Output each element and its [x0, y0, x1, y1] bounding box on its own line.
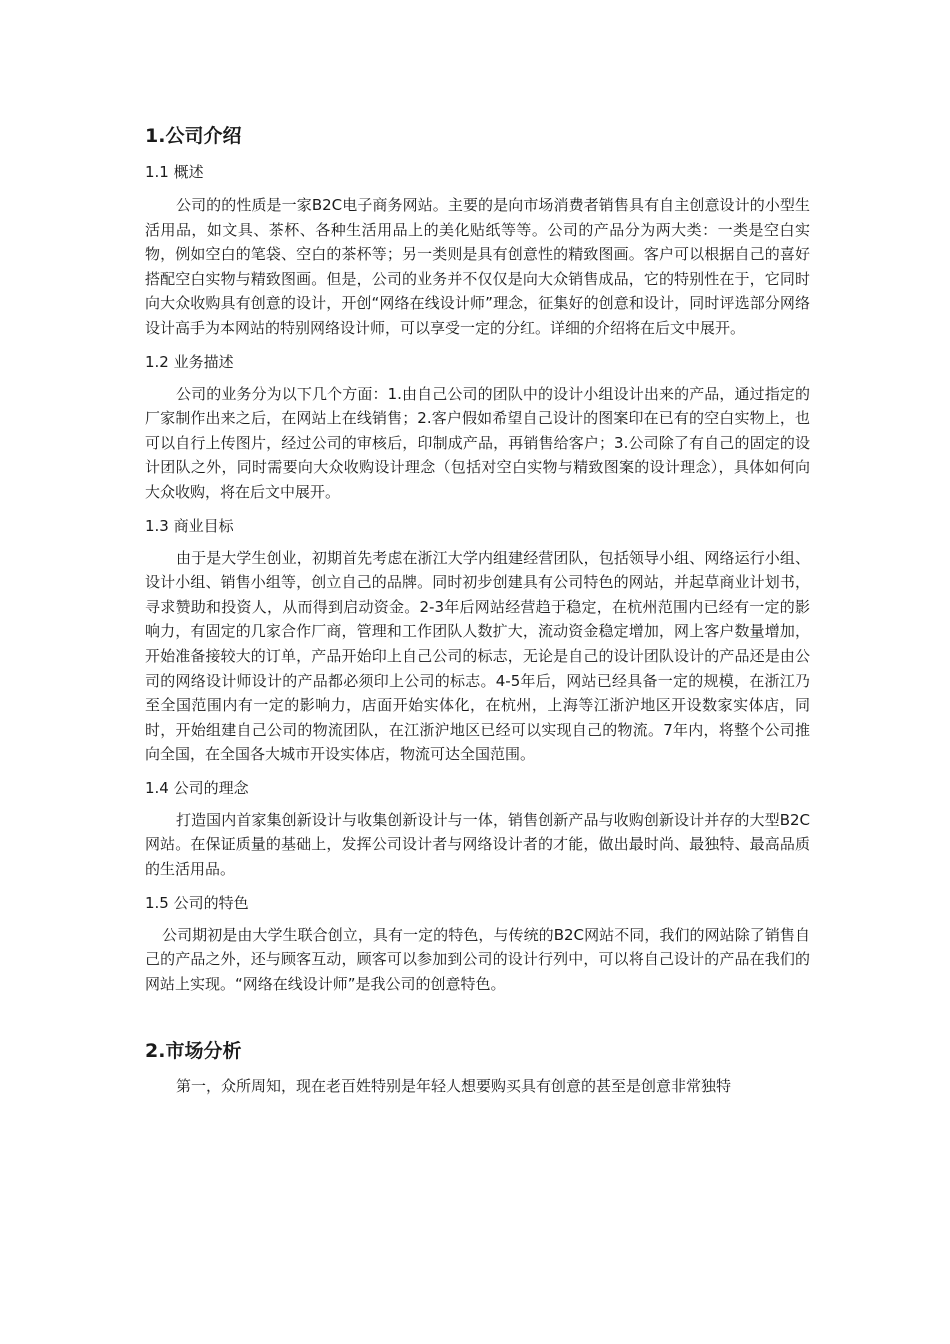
- subsection-heading-company-philosophy: 1.4 公司的理念: [145, 778, 249, 797]
- paragraph-company-philosophy: 打造国内首家集创新设计与收集创新设计与一体，销售创新产品与收购创新设计并存的大型B2C网站。在保证质量的基础上，发挥公司设计者与网络设计者的才能，做出最时尚、最独特、最高品质的生活用品。: [145, 810, 810, 879]
- paragraph-company-features: 公司期初是由大学生联合创立，具有一定的特色，与传统的B2C网站不同，我们的网站除了销售自己的产品之外，还与顾客互动，顾客可以参加到公司的设计行列中，可以将自己设计的产品在我们的网站上实现。“网络在线设计师”是我公司的创意特色。: [145, 925, 810, 993]
- subsection-heading-company-features: 1.5 公司的特色: [145, 893, 249, 912]
- paragraph-overview: 公司的的性质是一家B2C电子商务网站。主要的是向市场消费者销售具有自主创意设计的小型生活用品，如文具、茶杯、各种生活用品上的美化贴纸等等。公司的产品分为两大类：一类是空白实物，例如空白的笔袋、空白的茶杯等；另一类则是具有创意性的精致图画。客户可以根据自己的喜好搭配空白实物与精致图画。但是，公司的业务并不仅仅是向大众销售成品，它的特别性在于，它同时向大众收购具有创意的设计，开创“网络在线设计师”理念，征集好的创意和设计，同时评选部分网络设计高手为本网站的特别网络设计师，可以享受一定的分红。详细的介绍将在后文中展开。: [145, 196, 810, 337]
- subsection-heading-business-description: 1.2 业务描述: [145, 352, 234, 371]
- document-body: [145, 121, 810, 1099]
- section-heading-company-intro: 1.公司介绍: [145, 125, 242, 147]
- paragraph-business-description: 公司的业务分为以下几个方面：1.由自己公司的团队中的设计小组设计出来的产品，通过指定的厂家制作出来之后，在网站上在线销售；2.客户假如希望自己设计的图案印在已有的空白实物上，也可以自行上传图片，经过公司的审核后，印制成产品，再销售给客户；3.公司除了有自己的固定的设计团队之外，同时需要向大众收购设计理念（包括对空白实物与精致图案的设计理念），具体如何向大众收购，将在后文中展开。: [145, 384, 810, 501]
- paragraph-market-analysis: 第一，众所周知，现在老百姓特别是年轻人想要购买具有创意的甚至是创意非常独特: [176, 1077, 732, 1096]
- section-heading-market-analysis: 2.市场分析: [145, 1040, 242, 1063]
- paragraph-business-goals: 由于是大学生创业，初期首先考虑在浙江大学内组建经营团队，包括领导小组、网络运行小组、设计小组、销售小组等，创立自己的品牌。同时初步创建具有公司特色的网站，并起草商业计划书，寻求赞助和投资人，从而得到启动资金。2-3年后网站经营趋于稳定，在杭州范围内已经有一定的影响力，有固定的几家合作厂商，管理和工作团队人数扩大，流动资金稳定增加，网上客户数量增加，开始准备接较大的订单，产品开始印上自己公司的标志，无论是自己的设计团队设计的产品还是由公司的网络设计师设计的产品都必须印上公司的标志。4-5年后，网站已经具备一定的规模，在浙江乃至全国范围内有一定的影响力，店面开始实体化，在杭州，上海等江浙沪地区开设数家实体店，同时，开始组建自己公司的物流团队，在江浙沪地区已经可以实现自己的物流。7年内，将整个公司推向全国，在全国各大城市开设实体店，物流可达全国范围。: [145, 548, 810, 764]
- subsection-heading-overview: 1.1 概述: [145, 163, 204, 181]
- subsection-heading-business-goals: 1.3 商业目标: [145, 516, 234, 535]
